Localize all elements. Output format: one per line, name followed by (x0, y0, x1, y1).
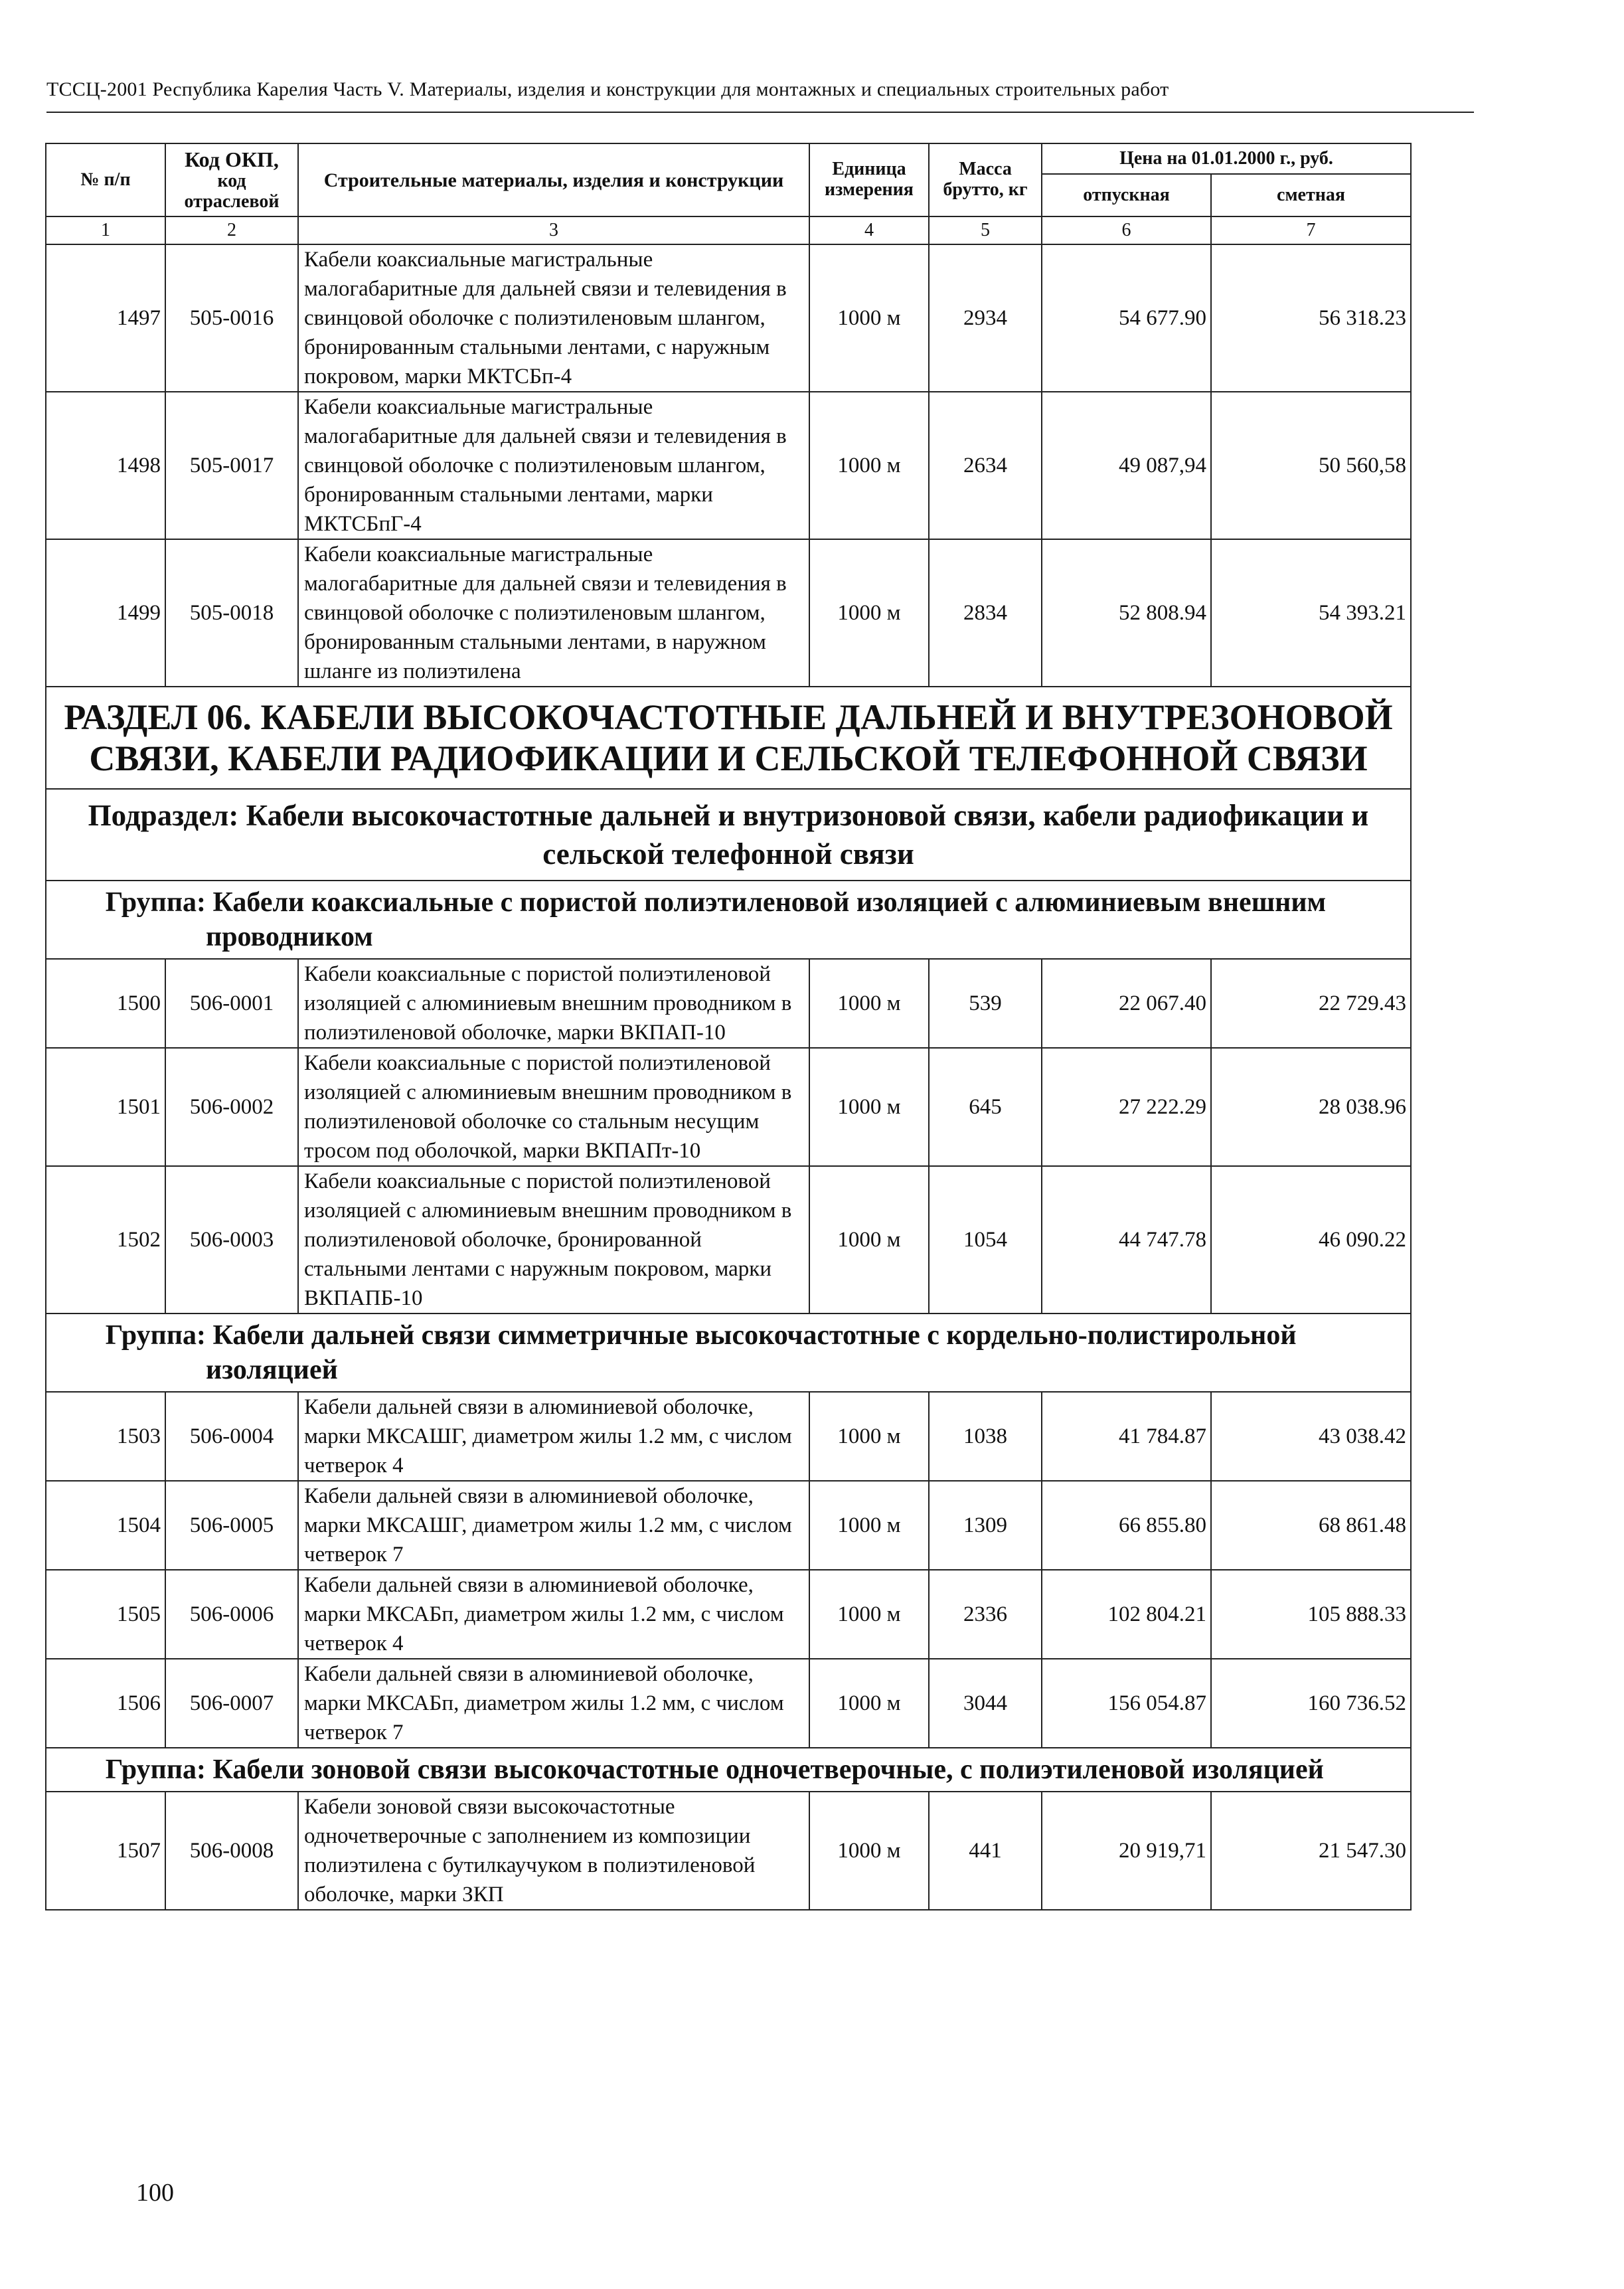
header-rule (46, 112, 1474, 113)
cell-num: 1498 (46, 392, 165, 539)
cell-num: 1507 (46, 1792, 165, 1910)
cell-mass: 645 (929, 1048, 1042, 1166)
cell-mass: 2934 (929, 244, 1042, 392)
column-number-row (46, 216, 1411, 244)
cell-price-release: 49 087,94 (1042, 392, 1211, 539)
cell-price-release: 66 855.80 (1042, 1481, 1211, 1570)
cell-price-estimate: 56 318.23 (1211, 244, 1411, 392)
cell-code: 506-0003 (165, 1166, 298, 1314)
cell-price-estimate: 28 038.96 (1211, 1048, 1411, 1166)
cell-desc: Кабели коаксиальные с пористой полиэтиленовой изоляцией с алюминиевым внешним проводником в полиэтиленовой оболочке со стальным несущим тросом под оболочкой, марки ВКПАПт-10 (298, 1048, 809, 1166)
table-row (46, 392, 1411, 539)
section-heading-row (46, 687, 1411, 789)
table-row (46, 1792, 1411, 1910)
cell-code: 506-0005 (165, 1481, 298, 1570)
group-heading-row (46, 881, 1411, 959)
cell-price-release: 22 067.40 (1042, 959, 1211, 1048)
cell-mass: 1054 (929, 1166, 1042, 1314)
cell-code: 506-0008 (165, 1792, 298, 1910)
col-header-code-sub: код отраслевой (184, 170, 280, 212)
cell-mass: 539 (929, 959, 1042, 1048)
cell-price-release: 156 054.87 (1042, 1659, 1211, 1748)
col-header-num: № п/п (46, 143, 165, 216)
cell-desc: Кабели дальней связи в алюминиевой оболочке, марки МКСАБп, диаметром жилы 1.2 мм, с числом четверок 7 (298, 1659, 809, 1748)
cell-desc: Кабели зоновой связи высокочастотные одночетверочные с заполнением из композиции полиэтилена с бутилкаучуком в полиэтиленовой оболочке, марки ЗКП (298, 1792, 809, 1910)
cell-unit: 1000 м (809, 1048, 929, 1166)
group-heading-row (46, 1314, 1411, 1392)
cell-code: 506-0004 (165, 1392, 298, 1481)
table-row (46, 1481, 1411, 1570)
col-header-unit: Единица измерения (809, 143, 929, 216)
cell-desc: Кабели дальней связи в алюминиевой оболочке, марки МКСАШГ, диаметром жилы 1.2 мм, с числом четверок 7 (298, 1481, 809, 1570)
group-heading (46, 881, 1411, 959)
section-heading: РАЗДЕЛ 06. КАБЕЛИ ВЫСОКОЧАСТОТНЫЕ ДАЛЬНЕЙ И ВНУТРЕЗОНОВОЙ СВЯЗИ, КАБЕЛИ РАДИОФИКАЦИИ И СЕЛЬСКОЙ ТЕЛЕФОННОЙ СВЯЗИ (46, 687, 1411, 789)
cell-price-release: 52 808.94 (1042, 539, 1211, 687)
subsection-heading: Подраздел: Кабели высокочастотные дальней и внутризоновой связи, кабели радиофикации и сельской телефонной связи (46, 789, 1411, 881)
cell-desc: Кабели дальней связи в алюминиевой оболочке, марки МКСАШГ, диаметром жилы 1.2 мм, с числом четверок 4 (298, 1392, 809, 1481)
col-number: 7 (1211, 216, 1411, 244)
cell-desc: Кабели коаксиальные магистральные малогабаритные для дальней связи и телевидения в свинцовой оболочке с полиэтиленовым шлангом, бронированным стальными лентами, в наружном шланге из полиэтилена (298, 539, 809, 687)
col-header-price-release: отпускная (1042, 174, 1211, 216)
cell-price-estimate: 160 736.52 (1211, 1659, 1411, 1748)
cell-num: 1505 (46, 1570, 165, 1659)
cell-price-estimate: 43 038.42 (1211, 1392, 1411, 1481)
cell-mass: 3044 (929, 1659, 1042, 1748)
table-row (46, 1166, 1411, 1314)
price-table-container (45, 143, 1410, 1910)
col-header-mass: Масса брутто, кг (929, 143, 1042, 216)
cell-code: 506-0001 (165, 959, 298, 1048)
cell-price-estimate: 105 888.33 (1211, 1570, 1411, 1659)
cell-unit: 1000 м (809, 1659, 929, 1748)
group-label: Группа: (105, 1320, 206, 1351)
cell-code: 506-0006 (165, 1570, 298, 1659)
cell-price-estimate: 21 547.30 (1211, 1792, 1411, 1910)
col-header-price-group: Цена на 01.01.2000 г., руб. (1042, 143, 1411, 174)
cell-num: 1504 (46, 1481, 165, 1570)
cell-price-release: 41 784.87 (1042, 1392, 1211, 1481)
cell-price-estimate: 54 393.21 (1211, 539, 1411, 687)
group-title: Кабели дальней связи симметричные высокочастотные с кордельно-полистирольной изоляцией (206, 1320, 1297, 1385)
cell-price-estimate: 22 729.43 (1211, 959, 1411, 1048)
col-header-price-estimate: сметная (1211, 174, 1411, 216)
table-row (46, 959, 1411, 1048)
group-heading (46, 1748, 1411, 1792)
cell-unit: 1000 м (809, 1570, 929, 1659)
table-header-row (46, 143, 1411, 174)
cell-price-release: 27 222.29 (1042, 1048, 1211, 1166)
cell-num: 1503 (46, 1392, 165, 1481)
cell-code: 505-0018 (165, 539, 298, 687)
table-row (46, 539, 1411, 687)
col-number: 6 (1042, 216, 1211, 244)
table-row (46, 244, 1411, 392)
cell-num: 1506 (46, 1659, 165, 1748)
cell-price-release: 20 919,71 (1042, 1792, 1211, 1910)
page-number: 100 (136, 2179, 174, 2207)
col-header-code (165, 143, 298, 216)
price-table (45, 143, 1412, 1910)
col-header-code-title: Код ОКП, (185, 147, 279, 171)
subsection-heading-row (46, 789, 1411, 881)
cell-price-estimate: 50 560,58 (1211, 392, 1411, 539)
cell-num: 1501 (46, 1048, 165, 1166)
cell-num: 1502 (46, 1166, 165, 1314)
cell-unit: 1000 м (809, 1481, 929, 1570)
cell-mass: 1038 (929, 1392, 1042, 1481)
cell-price-estimate: 46 090.22 (1211, 1166, 1411, 1314)
group-heading (46, 1314, 1411, 1392)
table-row (46, 1570, 1411, 1659)
cell-code: 505-0016 (165, 244, 298, 392)
cell-unit: 1000 м (809, 1392, 929, 1481)
col-number: 4 (809, 216, 929, 244)
cell-mass: 2336 (929, 1570, 1042, 1659)
col-number: 5 (929, 216, 1042, 244)
col-header-name: Строительные материалы, изделия и конструкции (298, 143, 809, 216)
cell-unit: 1000 м (809, 1166, 929, 1314)
group-label: Группа: (105, 887, 206, 918)
cell-mass: 2634 (929, 392, 1042, 539)
group-title: Кабели коаксиальные с пористой полиэтиленовой изоляцией с алюминиевым внешним проводником (206, 887, 1327, 952)
cell-desc: Кабели коаксиальные с пористой полиэтиленовой изоляцией с алюминиевым внешним проводником в полиэтиленовой оболочке, бронированной стальными лентами с наружным покровом, марки ВКПАПБ-10 (298, 1166, 809, 1314)
cell-unit: 1000 м (809, 1792, 929, 1910)
cell-price-release: 54 677.90 (1042, 244, 1211, 392)
page-header: ТССЦ-2001 Республика Карелия Часть V. Материалы, изделия и конструкции для монтажных и специальных строительных работ (46, 78, 1169, 100)
cell-price-release: 102 804.21 (1042, 1570, 1211, 1659)
cell-mass: 2834 (929, 539, 1042, 687)
col-number: 3 (298, 216, 809, 244)
col-number: 2 (165, 216, 298, 244)
cell-unit: 1000 м (809, 539, 929, 687)
cell-desc: Кабели коаксиальные с пористой полиэтиленовой изоляцией с алюминиевым внешним проводником в полиэтиленовой оболочке, марки ВКПАП-10 (298, 959, 809, 1048)
cell-mass: 1309 (929, 1481, 1042, 1570)
table-row (46, 1048, 1411, 1166)
cell-unit: 1000 м (809, 392, 929, 539)
cell-num: 1497 (46, 244, 165, 392)
group-heading-row (46, 1748, 1411, 1792)
cell-code: 506-0007 (165, 1659, 298, 1748)
col-number: 1 (46, 216, 165, 244)
group-label: Группа: (105, 1754, 206, 1785)
cell-unit: 1000 м (809, 959, 929, 1048)
cell-price-estimate: 68 861.48 (1211, 1481, 1411, 1570)
cell-num: 1499 (46, 539, 165, 687)
cell-num: 1500 (46, 959, 165, 1048)
cell-desc: Кабели коаксиальные магистральные малогабаритные для дальней связи и телевидения в свинцовой оболочке с полиэтиленовым шлангом, бронированным стальными лентами, с наружным покровом, марки МКТСБп-4 (298, 244, 809, 392)
table-row (46, 1659, 1411, 1748)
group-title: Кабели зоновой связи высокочастотные одночетверочные, с полиэтиленовой изоляцией (212, 1754, 1324, 1785)
cell-desc: Кабели дальней связи в алюминиевой оболочке, марки МКСАБп, диаметром жилы 1.2 мм, с числом четверок 4 (298, 1570, 809, 1659)
cell-price-release: 44 747.78 (1042, 1166, 1211, 1314)
table-row (46, 1392, 1411, 1481)
cell-code: 506-0002 (165, 1048, 298, 1166)
cell-code: 505-0017 (165, 392, 298, 539)
cell-mass: 441 (929, 1792, 1042, 1910)
cell-unit: 1000 м (809, 244, 929, 392)
cell-desc: Кабели коаксиальные магистральные малогабаритные для дальней связи и телевидения в свинцовой оболочке с полиэтиленовым шлангом, бронированным стальными лентами, марки МКТСБпГ-4 (298, 392, 809, 539)
